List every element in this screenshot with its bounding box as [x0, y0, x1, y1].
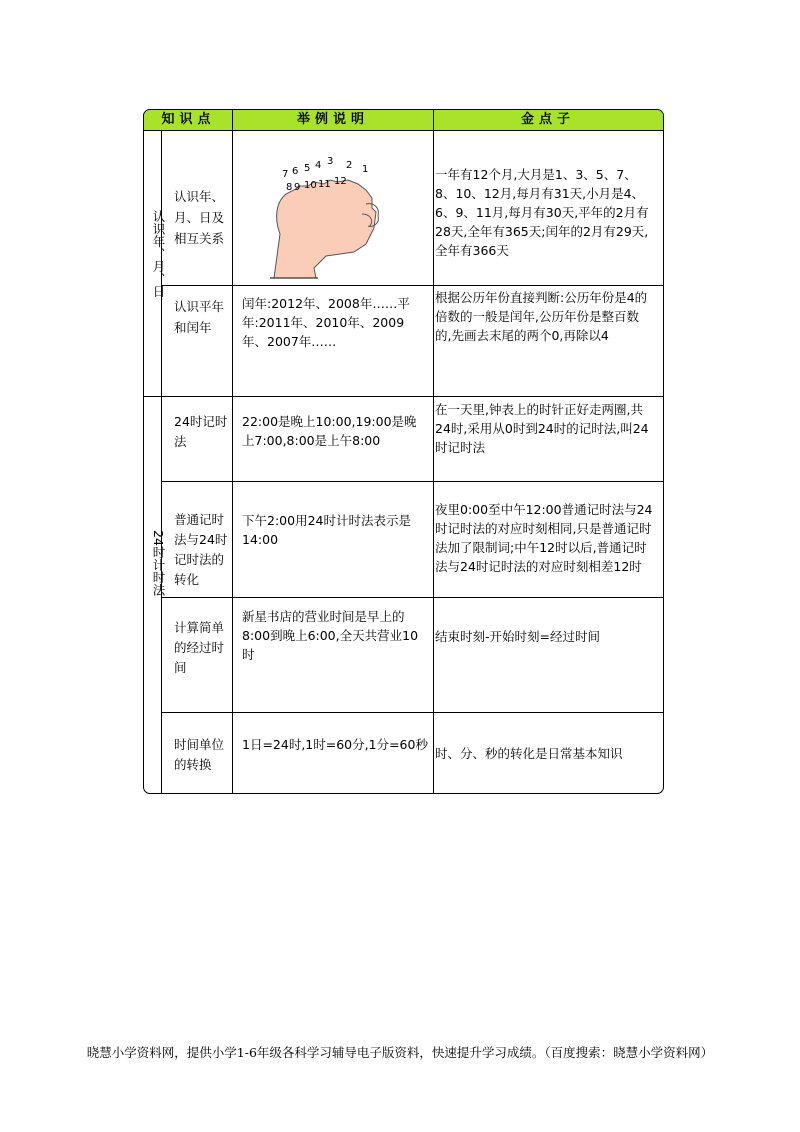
- fist-number: 9: [294, 182, 301, 193]
- fist-number: 4: [315, 160, 322, 171]
- row-tip: 结束时刻-开始时刻=经过时间: [435, 629, 600, 644]
- knowledge-table: [143, 109, 664, 794]
- fist-number: 10: [304, 180, 317, 191]
- table-header: [144, 110, 663, 131]
- grid-line: [144, 396, 663, 397]
- row-example: 新星书店的营业时间是早上的8:00到晚上6:00,全天共营业10时: [242, 609, 419, 662]
- category-24-hour: 24时计时法: [151, 530, 166, 596]
- row-tip: 时、分、秒的转化是日常基本知识: [435, 746, 623, 761]
- row-tip: 根据公历年份直接判断:公历年份是4的倍数的一般是闰年,公历年份是整百数的,先画去末尾的两个0,再除以4: [435, 290, 648, 343]
- row-example: 1日=24时,1时=60分,1分=60秒: [242, 737, 428, 752]
- row-example: 22:00是晚上10:00,19:00是晚上7:00,8:00是上午8:00: [242, 414, 417, 448]
- fist-number: 7: [282, 169, 289, 180]
- grid-line: [161, 285, 663, 286]
- fist-illustration: [234, 132, 432, 284]
- row-tip: 一年有12个月,大月是1、3、5、7、8、10、12月,每月有31天,小月是4、6、9、11月,每月有30天,平年的2月有28天,全年有365天;闰年的2月有29天,全年有366天: [435, 167, 649, 258]
- header-knowledge-point: 知识点: [161, 112, 216, 127]
- row-tip: 夜里0:00至中午12:00普通记时法与24时记时法的对应时刻相同,只是普通记时法加了限制词;中午12时以后,普通记时法与24时记时法的对应时刻相差12时: [435, 502, 653, 574]
- category-year-month-day: 认识年、月、日: [151, 210, 166, 298]
- row-example: 下午2:00用24时计时法表示是14:00: [242, 513, 411, 547]
- row-example: 闰年:2012年、2008年……平年:2011年、2010年、2009年、2007年……: [242, 296, 410, 349]
- grid-line: [433, 110, 434, 793]
- row-topic: 时间单位的转换: [174, 737, 225, 772]
- grid-line: [161, 481, 663, 482]
- grid-line: [161, 712, 663, 713]
- row-tip: 在一天里,钟表上的时针正好走两圈,共24时,采用从0时到24时的记时法,叫24时记时法: [435, 402, 649, 455]
- fist-number: 1: [362, 164, 369, 175]
- row-topic: 认识平年和闰年: [174, 299, 225, 335]
- grid-line: [232, 110, 233, 793]
- row-topic: 普通记时法与24时记时法的转化: [174, 512, 228, 587]
- fist-number: 12: [334, 176, 347, 187]
- fist-months-icon: [234, 132, 432, 284]
- fist-number: 8: [286, 182, 293, 193]
- grid-line: [161, 597, 663, 598]
- row-topic: 计算简单的经过时间: [174, 620, 225, 675]
- row-topic: 认识年、月、日及相互关系: [174, 189, 225, 246]
- header-example: 举例说明: [296, 112, 369, 127]
- fist-number: 2: [346, 160, 353, 171]
- fist-number: 5: [304, 163, 311, 174]
- fist-number: 6: [292, 166, 299, 177]
- fist-number: 3: [327, 156, 334, 167]
- footer-note: 晓慧小学资料网，提供小学1-6年级各科学习辅导电子版资料，快速提升学习成绩。（百度搜索：晓慧小学资料网）: [86, 1045, 714, 1060]
- header-tip: 金点子: [520, 112, 575, 127]
- fist-number: 11: [318, 179, 331, 190]
- row-topic: 24时记时法: [174, 414, 228, 449]
